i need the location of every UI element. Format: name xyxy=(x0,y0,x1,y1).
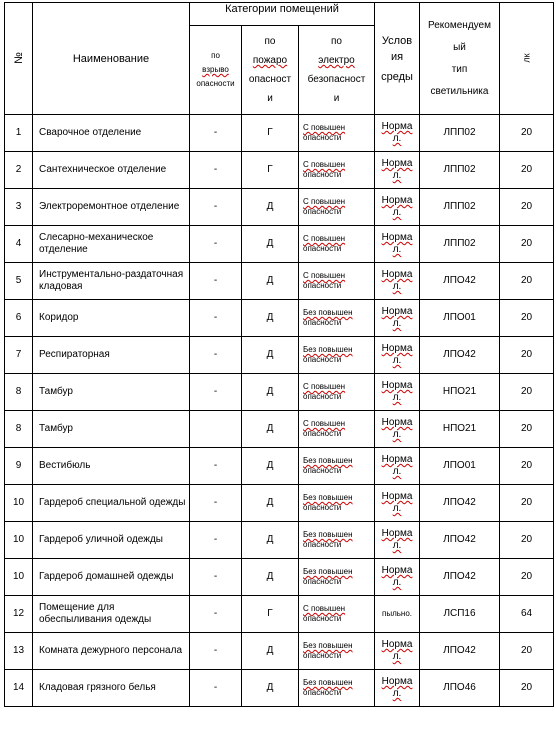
header-environment xyxy=(375,3,420,115)
header-env-line: среды xyxy=(381,70,413,83)
cell-explosion: - xyxy=(190,300,242,337)
cell-explosion: - xyxy=(190,559,242,596)
cell-electric-line: опасности xyxy=(303,688,342,697)
cell-environment-line: Норма xyxy=(381,380,413,391)
cell-environment-line: Норма xyxy=(381,676,413,687)
header-elec-line: безопасност xyxy=(307,74,366,85)
cell-environment-line: л. xyxy=(392,651,402,662)
cell-num: 1 xyxy=(5,115,33,152)
cell-environment xyxy=(375,596,420,633)
header-fire-line: пожаро xyxy=(252,55,288,66)
cell-explosion: - xyxy=(190,115,242,152)
cell-lamp: ЛПО01 xyxy=(420,448,500,485)
cell-num: 14 xyxy=(5,670,33,707)
header-rec-line: ый xyxy=(453,41,466,53)
cell-name: Респираторная xyxy=(33,337,190,374)
cell-environment xyxy=(375,337,420,374)
cell-environment xyxy=(375,448,420,485)
cell-environment-line: Норма xyxy=(381,417,413,428)
cell-explosion: - xyxy=(190,152,242,189)
cell-environment-line: Норма xyxy=(381,158,413,169)
cell-environment-line: л. xyxy=(392,318,402,329)
cell-fire: Д xyxy=(242,559,299,596)
cell-lux: 20 xyxy=(500,337,554,374)
cell-fire: Д xyxy=(242,300,299,337)
cell-electric-line: опасности xyxy=(303,355,342,364)
cell-environment-line: л. xyxy=(392,429,402,440)
cell-electric-line: Без повышен xyxy=(303,641,353,650)
cell-electric-line: опасности xyxy=(303,392,342,401)
cell-environment-line: Норма xyxy=(381,269,413,280)
cell-lux: 64 xyxy=(500,596,554,633)
header-elec-line: по xyxy=(331,36,342,47)
cell-num: 10 xyxy=(5,485,33,522)
lighting-table xyxy=(4,2,554,707)
cell-lux: 20 xyxy=(500,300,554,337)
cell-name: Комната дежурного персонала xyxy=(33,633,190,670)
cell-name: Слесарно-механическое отделение xyxy=(33,226,190,263)
cell-num: 4 xyxy=(5,226,33,263)
cell-environment-line: Норма xyxy=(381,306,413,317)
cell-name: Тамбур xyxy=(33,411,190,448)
cell-num: 7 xyxy=(5,337,33,374)
cell-fire: Г xyxy=(242,596,299,633)
cell-fire: Д xyxy=(242,189,299,226)
cell-fire: Д xyxy=(242,448,299,485)
header-lux xyxy=(500,3,554,115)
cell-electric-line: опасности xyxy=(303,207,342,216)
cell-fire: Г xyxy=(242,115,299,152)
cell-name: Помещение для обеспыливания одежды xyxy=(33,596,190,633)
cell-explosion: - xyxy=(190,522,242,559)
cell-environment xyxy=(375,152,420,189)
cell-lamp: ЛПО01 xyxy=(420,300,500,337)
header-electric xyxy=(299,26,375,115)
table-row xyxy=(5,559,554,596)
cell-electric xyxy=(299,152,375,189)
table-row xyxy=(5,411,554,448)
cell-electric-line: С повышен xyxy=(303,382,346,391)
cell-fire: Д xyxy=(242,263,299,300)
cell-environment-line: Норма xyxy=(381,195,413,206)
cell-name: Инструментально-раздаточная кладовая xyxy=(33,263,190,300)
cell-num: 2 xyxy=(5,152,33,189)
cell-environment-line: л. xyxy=(392,170,402,181)
table-row xyxy=(5,337,554,374)
cell-electric-line: С повышен xyxy=(303,197,346,206)
cell-environment-line: л. xyxy=(392,466,402,477)
cell-environment-line: л. xyxy=(392,392,402,403)
cell-electric xyxy=(299,670,375,707)
cell-lux: 20 xyxy=(500,189,554,226)
cell-environment xyxy=(375,263,420,300)
cell-environment-line: л. xyxy=(392,503,402,514)
table-row xyxy=(5,522,554,559)
cell-name: Гардероб уличной одежды xyxy=(33,522,190,559)
cell-environment-line: л. xyxy=(392,244,402,255)
cell-electric-line: С повышен xyxy=(303,271,346,280)
cell-electric xyxy=(299,374,375,411)
cell-explosion: - xyxy=(190,226,242,263)
cell-electric xyxy=(299,226,375,263)
table-row xyxy=(5,189,554,226)
table-row xyxy=(5,596,554,633)
cell-electric-line: Без повышен xyxy=(303,308,353,317)
cell-lux: 20 xyxy=(500,559,554,596)
cell-environment-line: Норма xyxy=(381,528,413,539)
cell-lux: 20 xyxy=(500,448,554,485)
table-row xyxy=(5,670,554,707)
cell-electric-line: С повышен xyxy=(303,419,346,428)
cell-lamp: ЛПО42 xyxy=(420,522,500,559)
header-expl-line: опасности xyxy=(196,79,235,88)
cell-lamp: НПО21 xyxy=(420,374,500,411)
cell-environment xyxy=(375,633,420,670)
cell-electric xyxy=(299,522,375,559)
cell-explosion: - xyxy=(190,337,242,374)
cell-electric xyxy=(299,411,375,448)
cell-environment xyxy=(375,522,420,559)
cell-electric-line: опасности xyxy=(303,540,342,549)
cell-electric xyxy=(299,485,375,522)
cell-lamp: ЛПП02 xyxy=(420,152,500,189)
cell-fire: Д xyxy=(242,485,299,522)
cell-lamp: ЛСП16 xyxy=(420,596,500,633)
cell-num: 10 xyxy=(5,522,33,559)
cell-fire: Д xyxy=(242,337,299,374)
cell-explosion: - xyxy=(190,670,242,707)
header-name: Наименование xyxy=(33,3,190,115)
cell-name: Кладовая грязного белья xyxy=(33,670,190,707)
cell-electric-line: опасности xyxy=(303,244,342,253)
cell-name: Сантехническое отделение xyxy=(33,152,190,189)
header-expl-line: по xyxy=(211,51,220,60)
cell-fire: Д xyxy=(242,670,299,707)
cell-environment-line: Норма xyxy=(381,343,413,354)
table-row xyxy=(5,300,554,337)
cell-environment-line: л. xyxy=(392,577,402,588)
cell-electric-line: опасности xyxy=(303,318,342,327)
cell-fire: Д xyxy=(242,522,299,559)
header-env-line: Услов xyxy=(381,34,413,47)
cell-num: 12 xyxy=(5,596,33,633)
table-row xyxy=(5,448,554,485)
cell-lamp: ЛПО46 xyxy=(420,670,500,707)
cell-lamp: ЛПП02 xyxy=(420,226,500,263)
cell-environment-line: пыльно. xyxy=(381,609,412,618)
cell-electric-line: опасности xyxy=(303,577,342,586)
cell-electric-line: опасности xyxy=(303,466,342,475)
cell-electric-line: опасности xyxy=(303,170,342,179)
cell-environment-line: Норма xyxy=(381,454,413,465)
cell-lamp: НПО21 xyxy=(420,411,500,448)
cell-environment xyxy=(375,226,420,263)
cell-lux: 20 xyxy=(500,115,554,152)
cell-electric-line: Без повышен xyxy=(303,456,353,465)
cell-environment xyxy=(375,411,420,448)
cell-explosion: - xyxy=(190,374,242,411)
cell-electric xyxy=(299,300,375,337)
cell-explosion: - xyxy=(190,263,242,300)
cell-lux: 20 xyxy=(500,633,554,670)
cell-num: 10 xyxy=(5,559,33,596)
cell-electric xyxy=(299,263,375,300)
header-rec-line: Рекомендуем xyxy=(428,19,491,31)
cell-electric xyxy=(299,633,375,670)
cell-num: 6 xyxy=(5,300,33,337)
cell-electric-line: опасности xyxy=(303,429,342,438)
cell-name: Коридор xyxy=(33,300,190,337)
cell-electric-line: Без повышен xyxy=(303,530,353,539)
cell-electric-line: опасности xyxy=(303,133,342,142)
cell-explosion: - xyxy=(190,448,242,485)
cell-explosion: - xyxy=(190,189,242,226)
cell-fire: Д xyxy=(242,633,299,670)
header-expl-line: взрыво xyxy=(202,65,229,74)
cell-electric-line: С повышен xyxy=(303,123,346,132)
table-row xyxy=(5,633,554,670)
cell-electric-line: опасности xyxy=(303,614,342,623)
cell-lux: 20 xyxy=(500,411,554,448)
header-rec-line: светильника xyxy=(430,85,489,97)
cell-name: Электроремонтное отделение xyxy=(33,189,190,226)
cell-electric-line: С повышен xyxy=(303,160,346,169)
cell-fire: Д xyxy=(242,226,299,263)
cell-environment xyxy=(375,559,420,596)
cell-electric-line: С повышен xyxy=(303,234,346,243)
header-lux-label: лк xyxy=(521,53,532,63)
cell-electric xyxy=(299,448,375,485)
cell-lux: 20 xyxy=(500,670,554,707)
header-fire xyxy=(242,26,299,115)
header-elec-line: и xyxy=(333,93,340,104)
cell-num: 8 xyxy=(5,411,33,448)
header-num-label: № xyxy=(12,52,25,64)
cell-num: 9 xyxy=(5,448,33,485)
cell-environment-line: Норма xyxy=(381,491,413,502)
cell-name: Вестибюль xyxy=(33,448,190,485)
cell-fire: Г xyxy=(242,152,299,189)
header-fire-line: опасност xyxy=(248,74,292,85)
cell-lamp: ЛПО42 xyxy=(420,337,500,374)
cell-lux: 20 xyxy=(500,485,554,522)
cell-num: 3 xyxy=(5,189,33,226)
cell-environment-line: л. xyxy=(392,207,402,218)
cell-explosion xyxy=(190,411,242,448)
cell-fire: Д xyxy=(242,374,299,411)
cell-fire: Д xyxy=(242,411,299,448)
cell-name: Гардероб специальной одежды xyxy=(33,485,190,522)
cell-environment xyxy=(375,300,420,337)
cell-environment-line: л. xyxy=(392,133,402,144)
cell-electric-line: Без повышен xyxy=(303,567,353,576)
cell-electric xyxy=(299,559,375,596)
cell-environment-line: Норма xyxy=(381,232,413,243)
cell-environment-line: Норма xyxy=(381,639,413,650)
cell-lux: 20 xyxy=(500,374,554,411)
header-fire-line: и xyxy=(267,93,273,104)
cell-electric-line: Без повышен xyxy=(303,493,353,502)
cell-name: Сварочное отделение xyxy=(33,115,190,152)
cell-lamp: ЛПО42 xyxy=(420,263,500,300)
cell-lux: 20 xyxy=(500,226,554,263)
cell-electric-line: опасности xyxy=(303,281,342,290)
cell-lux: 20 xyxy=(500,263,554,300)
cell-environment xyxy=(375,115,420,152)
cell-explosion: - xyxy=(190,596,242,633)
cell-explosion: - xyxy=(190,633,242,670)
cell-lux: 20 xyxy=(500,152,554,189)
cell-electric xyxy=(299,115,375,152)
cell-environment xyxy=(375,189,420,226)
cell-electric xyxy=(299,189,375,226)
cell-environment-line: Норма xyxy=(381,121,413,132)
cell-electric-line: Без повышен xyxy=(303,345,353,354)
cell-lamp: ЛПО42 xyxy=(420,485,500,522)
table-row xyxy=(5,485,554,522)
header-elec-line: электро xyxy=(318,55,355,66)
cell-lux: 20 xyxy=(500,522,554,559)
header-env-line: ия xyxy=(390,50,404,63)
cell-lamp: ЛПО42 xyxy=(420,559,500,596)
cell-lamp: ЛПП02 xyxy=(420,189,500,226)
cell-electric-line: С повышен xyxy=(303,604,346,613)
table-row xyxy=(5,115,554,152)
header-fire-line: по xyxy=(264,36,276,47)
table-row xyxy=(5,226,554,263)
cell-environment-line: л. xyxy=(392,281,402,292)
header-rec-line: тип xyxy=(451,63,468,75)
table-row xyxy=(5,152,554,189)
header-explosion xyxy=(190,26,242,115)
cell-electric-line: опасности xyxy=(303,651,342,660)
cell-environment-line: л. xyxy=(392,540,402,551)
header-recommended xyxy=(420,3,500,115)
cell-environment xyxy=(375,485,420,522)
cell-name: Тамбур xyxy=(33,374,190,411)
cell-environment-line: л. xyxy=(392,355,402,366)
table-row xyxy=(5,263,554,300)
cell-electric xyxy=(299,337,375,374)
cell-num: 13 xyxy=(5,633,33,670)
header-num xyxy=(5,3,33,115)
cell-environment xyxy=(375,374,420,411)
cell-environment-line: Норма xyxy=(381,565,413,576)
cell-electric xyxy=(299,596,375,633)
cell-electric-line: опасности xyxy=(303,503,342,512)
table-row xyxy=(5,374,554,411)
cell-environment xyxy=(375,670,420,707)
cell-lamp: ЛПО42 xyxy=(420,633,500,670)
cell-name: Гардероб домашней одежды xyxy=(33,559,190,596)
cell-environment-line: л. xyxy=(392,688,402,699)
cell-num: 5 xyxy=(5,263,33,300)
cell-lamp: ЛПП02 xyxy=(420,115,500,152)
cell-electric-line: Без повышен xyxy=(303,678,353,687)
cell-explosion: - xyxy=(190,485,242,522)
header-categories: Категории помещений xyxy=(190,3,375,26)
cell-num: 8 xyxy=(5,374,33,411)
